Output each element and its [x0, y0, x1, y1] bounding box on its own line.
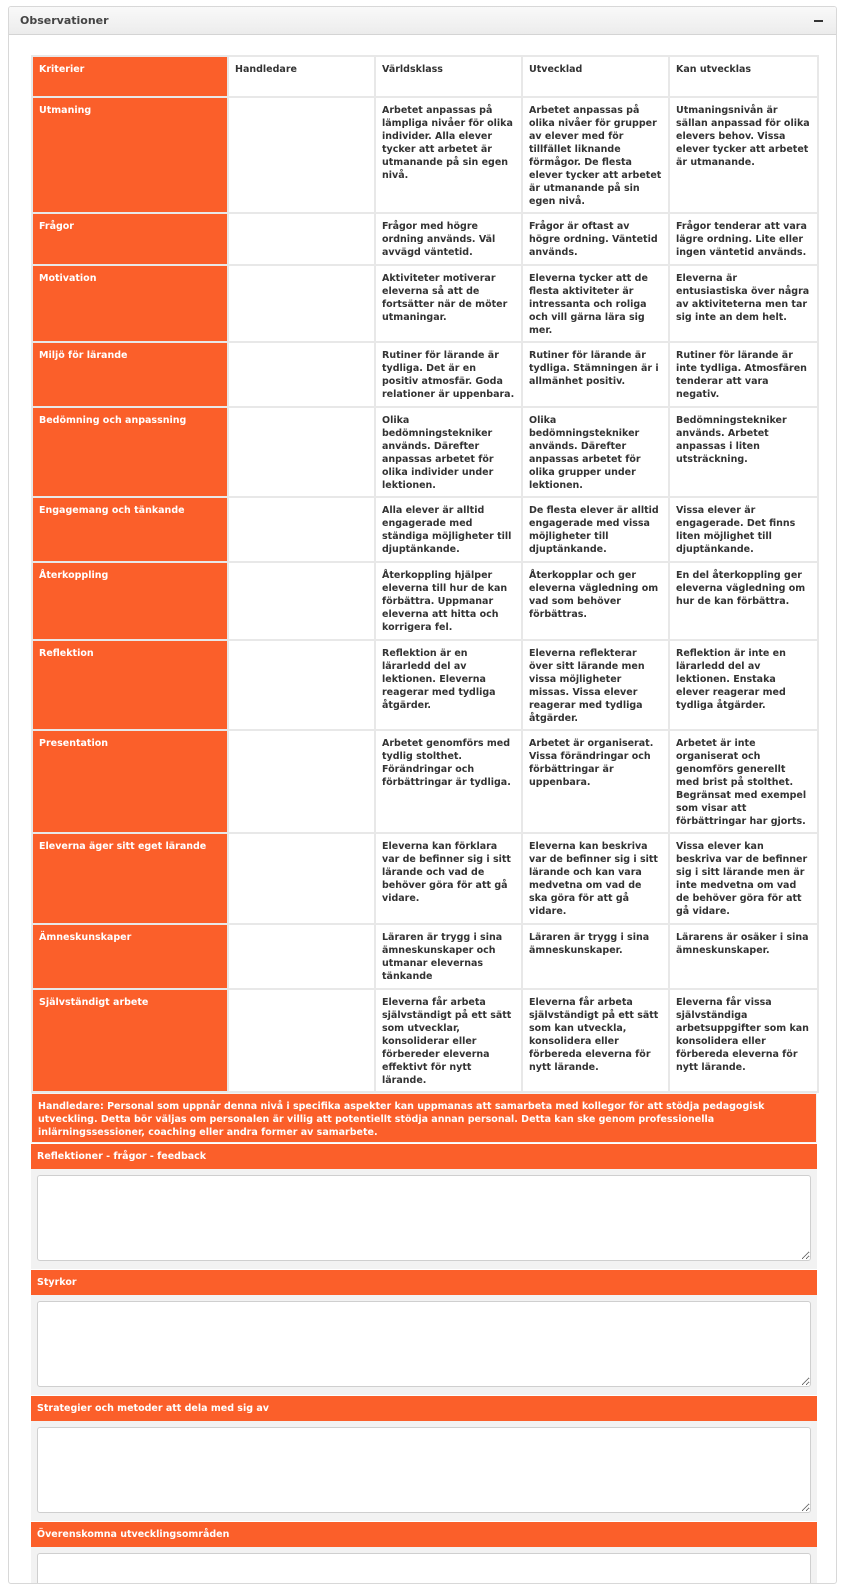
section-header: Strategier och metoder att dela med sig av: [31, 1396, 817, 1421]
varldsklass-cell: Arbetet genomförs med tydlig stolthet. Förändringar och förbättringar är tydliga.: [375, 730, 522, 833]
varldsklass-cell: Eleverna kan förklara var de befinner sig i sitt lärande och vad de behöver göra för att gå vidare.: [375, 833, 522, 924]
section-textarea[interactable]: [37, 1427, 811, 1513]
section-textarea[interactable]: [37, 1553, 811, 1584]
header-criteria: Kriterier: [32, 56, 228, 97]
utvecklad-cell: Rutiner för lärande är tydliga. Stämningen är i allmänhet positiv.: [522, 342, 669, 407]
criterion-cell: Bedömning och anpassning: [32, 407, 228, 497]
criterion-cell: Eleverna äger sitt eget lärande: [32, 833, 228, 924]
section-header: Reflektioner - frågor - feedback: [31, 1144, 817, 1169]
criterion-cell: Ämneskunskaper: [32, 924, 228, 989]
section-body: [31, 1169, 817, 1269]
kan-utvecklas-cell: En del återkoppling ger eleverna vägledning om hur de kan förbättra.: [669, 562, 818, 640]
varldsklass-cell: Läraren är trygg i sina ämneskunskaper och utmanar elevernas tänkande: [375, 924, 522, 989]
minus-icon[interactable]: [810, 13, 826, 29]
kan-utvecklas-cell: Arbetet är inte organiserat och genomförs generellt med brist på stolthet. Begränsat med exempel som visar att förbättringar har gjorts.: [669, 730, 818, 833]
varldsklass-cell: Frågor med högre ordning används. Väl avvägd väntetid.: [375, 213, 522, 265]
kan-utvecklas-cell: Lärarens är osäker i sina ämneskunskaper.: [669, 924, 818, 989]
varldsklass-cell: Arbetet anpassas på lämpliga nivåer för olika individer. Alla elever tycker att arbetet är utmanande på sin egen nivå.: [375, 97, 522, 213]
section-body: [31, 1295, 817, 1395]
table-row: [32, 407, 818, 497]
table-row: [32, 562, 818, 640]
header-utvecklad: Utvecklad: [522, 56, 669, 97]
criterion-cell: Engagemang och tänkande: [32, 497, 228, 562]
criterion-cell: Miljö för lärande: [32, 342, 228, 407]
varldsklass-cell: Återkoppling hjälper eleverna till hur de kan förbättra. Uppmanar eleverna att hitta och korrigera fel.: [375, 562, 522, 640]
header-handledare: Handledare: [228, 56, 375, 97]
handledare-cell[interactable]: [228, 730, 375, 833]
panel-content: [31, 55, 817, 1584]
kan-utvecklas-cell: Frågor tenderar att vara lägre ordning. Lite eller ingen väntetid används.: [669, 213, 818, 265]
varldsklass-cell: Olika bedömningstekniker används. Därefter anpassas arbetet för olika individer under lektionen.: [375, 407, 522, 497]
kan-utvecklas-cell: Bedömningstekniker används. Arbetet anpassas i liten utsträckning.: [669, 407, 818, 497]
table-row: [32, 213, 818, 265]
table-row: [32, 97, 818, 213]
kan-utvecklas-cell: Vissa elever är engagerade. Det finns liten möjlighet till djuptänkande.: [669, 497, 818, 562]
utvecklad-cell: De flesta elever är alltid engagerade med vissa möjligheter till djuptänkande.: [522, 497, 669, 562]
utvecklad-cell: Eleverna kan beskriva var de befinner sig i sitt lärande och kan vara medvetna om vad de ska göra för att gå vidare.: [522, 833, 669, 924]
handledare-cell[interactable]: [228, 342, 375, 407]
criterion-cell: Utmaning: [32, 97, 228, 213]
kan-utvecklas-cell: Vissa elever kan beskriva var de befinner sig i sitt lärande men är inte medvetna om vad de behöver göra för att gå vidare.: [669, 833, 818, 924]
utvecklad-cell: Läraren är trygg i sina ämneskunskaper.: [522, 924, 669, 989]
criterion-cell: Frågor: [32, 213, 228, 265]
criterion-cell: Självständigt arbete: [32, 989, 228, 1092]
handledare-note: Handledare: Personal som uppnår denna nivå i specifika aspekter kan uppmanas att samarbeta med kollegor för att stödja pedagogisk utveckling. Detta bör väljas om personalen är villig att potentiellt stödja annan personal. Detta kan ske genom professionella inlärningssessioner, coaching eller andra former av samarbete.: [31, 1093, 817, 1143]
varldsklass-cell: Alla elever är alltid engagerade med ständiga möjligheter till djuptänkande.: [375, 497, 522, 562]
varldsklass-cell: Eleverna får arbeta självständigt på ett sätt som utvecklar, konsoliderar eller förbereder eleverna effektivt för nytt lärande.: [375, 989, 522, 1092]
section-header: Överenskomna utvecklingsområden: [31, 1522, 817, 1547]
section-body: [31, 1421, 817, 1521]
panel-title: Observationer: [20, 14, 109, 27]
kan-utvecklas-cell: Eleverna får vissa självständiga arbetsuppgifter som kan konsolidera eller förbereda eleverna för nytt lärande.: [669, 989, 818, 1092]
handledare-cell[interactable]: [228, 562, 375, 640]
handledare-cell[interactable]: [228, 213, 375, 265]
varldsklass-cell: Reflektion är en lärarledd del av lektionen. Eleverna reagerar med tydliga åtgärder.: [375, 640, 522, 730]
handledare-cell[interactable]: [228, 97, 375, 213]
table-row: [32, 924, 818, 989]
handledare-cell[interactable]: [228, 640, 375, 730]
table-row: [32, 342, 818, 407]
table-row: [32, 640, 818, 730]
header-kan-utvecklas: Kan utvecklas: [669, 56, 818, 97]
table-header-row: [32, 56, 818, 97]
section-textarea[interactable]: [37, 1175, 811, 1261]
handledare-cell[interactable]: [228, 833, 375, 924]
utvecklad-cell: Eleverna får arbeta självständigt på ett sätt som kan utveckla, konsolidera eller förbereda eleverna för nytt lärande.: [522, 989, 669, 1092]
table-row: [32, 989, 818, 1092]
utvecklad-cell: Återkopplar och ger eleverna vägledning om vad som behöver förbättras.: [522, 562, 669, 640]
handledare-cell[interactable]: [228, 497, 375, 562]
criterion-cell: Återkoppling: [32, 562, 228, 640]
table-row: [32, 730, 818, 833]
table-row: [32, 497, 818, 562]
utvecklad-cell: Frågor är oftast av högre ordning. Väntetid används.: [522, 213, 669, 265]
section-body: [31, 1547, 817, 1584]
criterion-cell: Reflektion: [32, 640, 228, 730]
criterion-cell: Motivation: [32, 265, 228, 342]
table-row: [32, 833, 818, 924]
utvecklad-cell: Arbetet anpassas på olika nivåer för grupper av elever med för tillfället liknande förmågor. De flesta elever tycker att arbetet är utmanande på sin egen nivå.: [522, 97, 669, 213]
panel-header[interactable]: [9, 7, 836, 35]
kan-utvecklas-cell: Reflektion är inte en lärarledd del av lektionen. Enstaka elever reagerar med tydliga åtgärder.: [669, 640, 818, 730]
section-textarea[interactable]: [37, 1301, 811, 1387]
utvecklad-cell: Eleverna reflekterar över sitt lärande men vissa möjligheter missas. Vissa elever reagerar med tydliga åtgärder.: [522, 640, 669, 730]
handledare-cell[interactable]: [228, 407, 375, 497]
utvecklad-cell: Olika bedömningstekniker används. Därefter anpassas arbetet för olika grupper under lektionen.: [522, 407, 669, 497]
table-row: [32, 265, 818, 342]
section-header: Styrkor: [31, 1270, 817, 1295]
handledare-cell[interactable]: [228, 924, 375, 989]
handledare-cell[interactable]: [228, 265, 375, 342]
kan-utvecklas-cell: Utmaningsnivån är sällan anpassad för olika elevers behov. Vissa elever tycker att arbetet är utmanande.: [669, 97, 818, 213]
handledare-cell[interactable]: [228, 989, 375, 1092]
kan-utvecklas-cell: Rutiner för lärande är inte tydliga. Atmosfären tenderar att vara negativ.: [669, 342, 818, 407]
utvecklad-cell: Eleverna tycker att de flesta aktiviteter är intressanta och roliga och vill gärna lära sig mer.: [522, 265, 669, 342]
kan-utvecklas-cell: Eleverna är entusiastiska över några av aktiviteterna men tar sig inte an dem helt.: [669, 265, 818, 342]
criterion-cell: Presentation: [32, 730, 228, 833]
header-varldsklass: Världsklass: [375, 56, 522, 97]
utvecklad-cell: Arbetet är organiserat. Vissa förändringar och förbättringar är uppenbara.: [522, 730, 669, 833]
observations-panel: [8, 6, 837, 1584]
rubric-table: [31, 55, 819, 1093]
varldsklass-cell: Rutiner för lärande är tydliga. Det är en positiv atmosfär. Goda relationer är uppenbara.: [375, 342, 522, 407]
varldsklass-cell: Aktiviteter motiverar eleverna så att de fortsätter när de möter utmaningar.: [375, 265, 522, 342]
